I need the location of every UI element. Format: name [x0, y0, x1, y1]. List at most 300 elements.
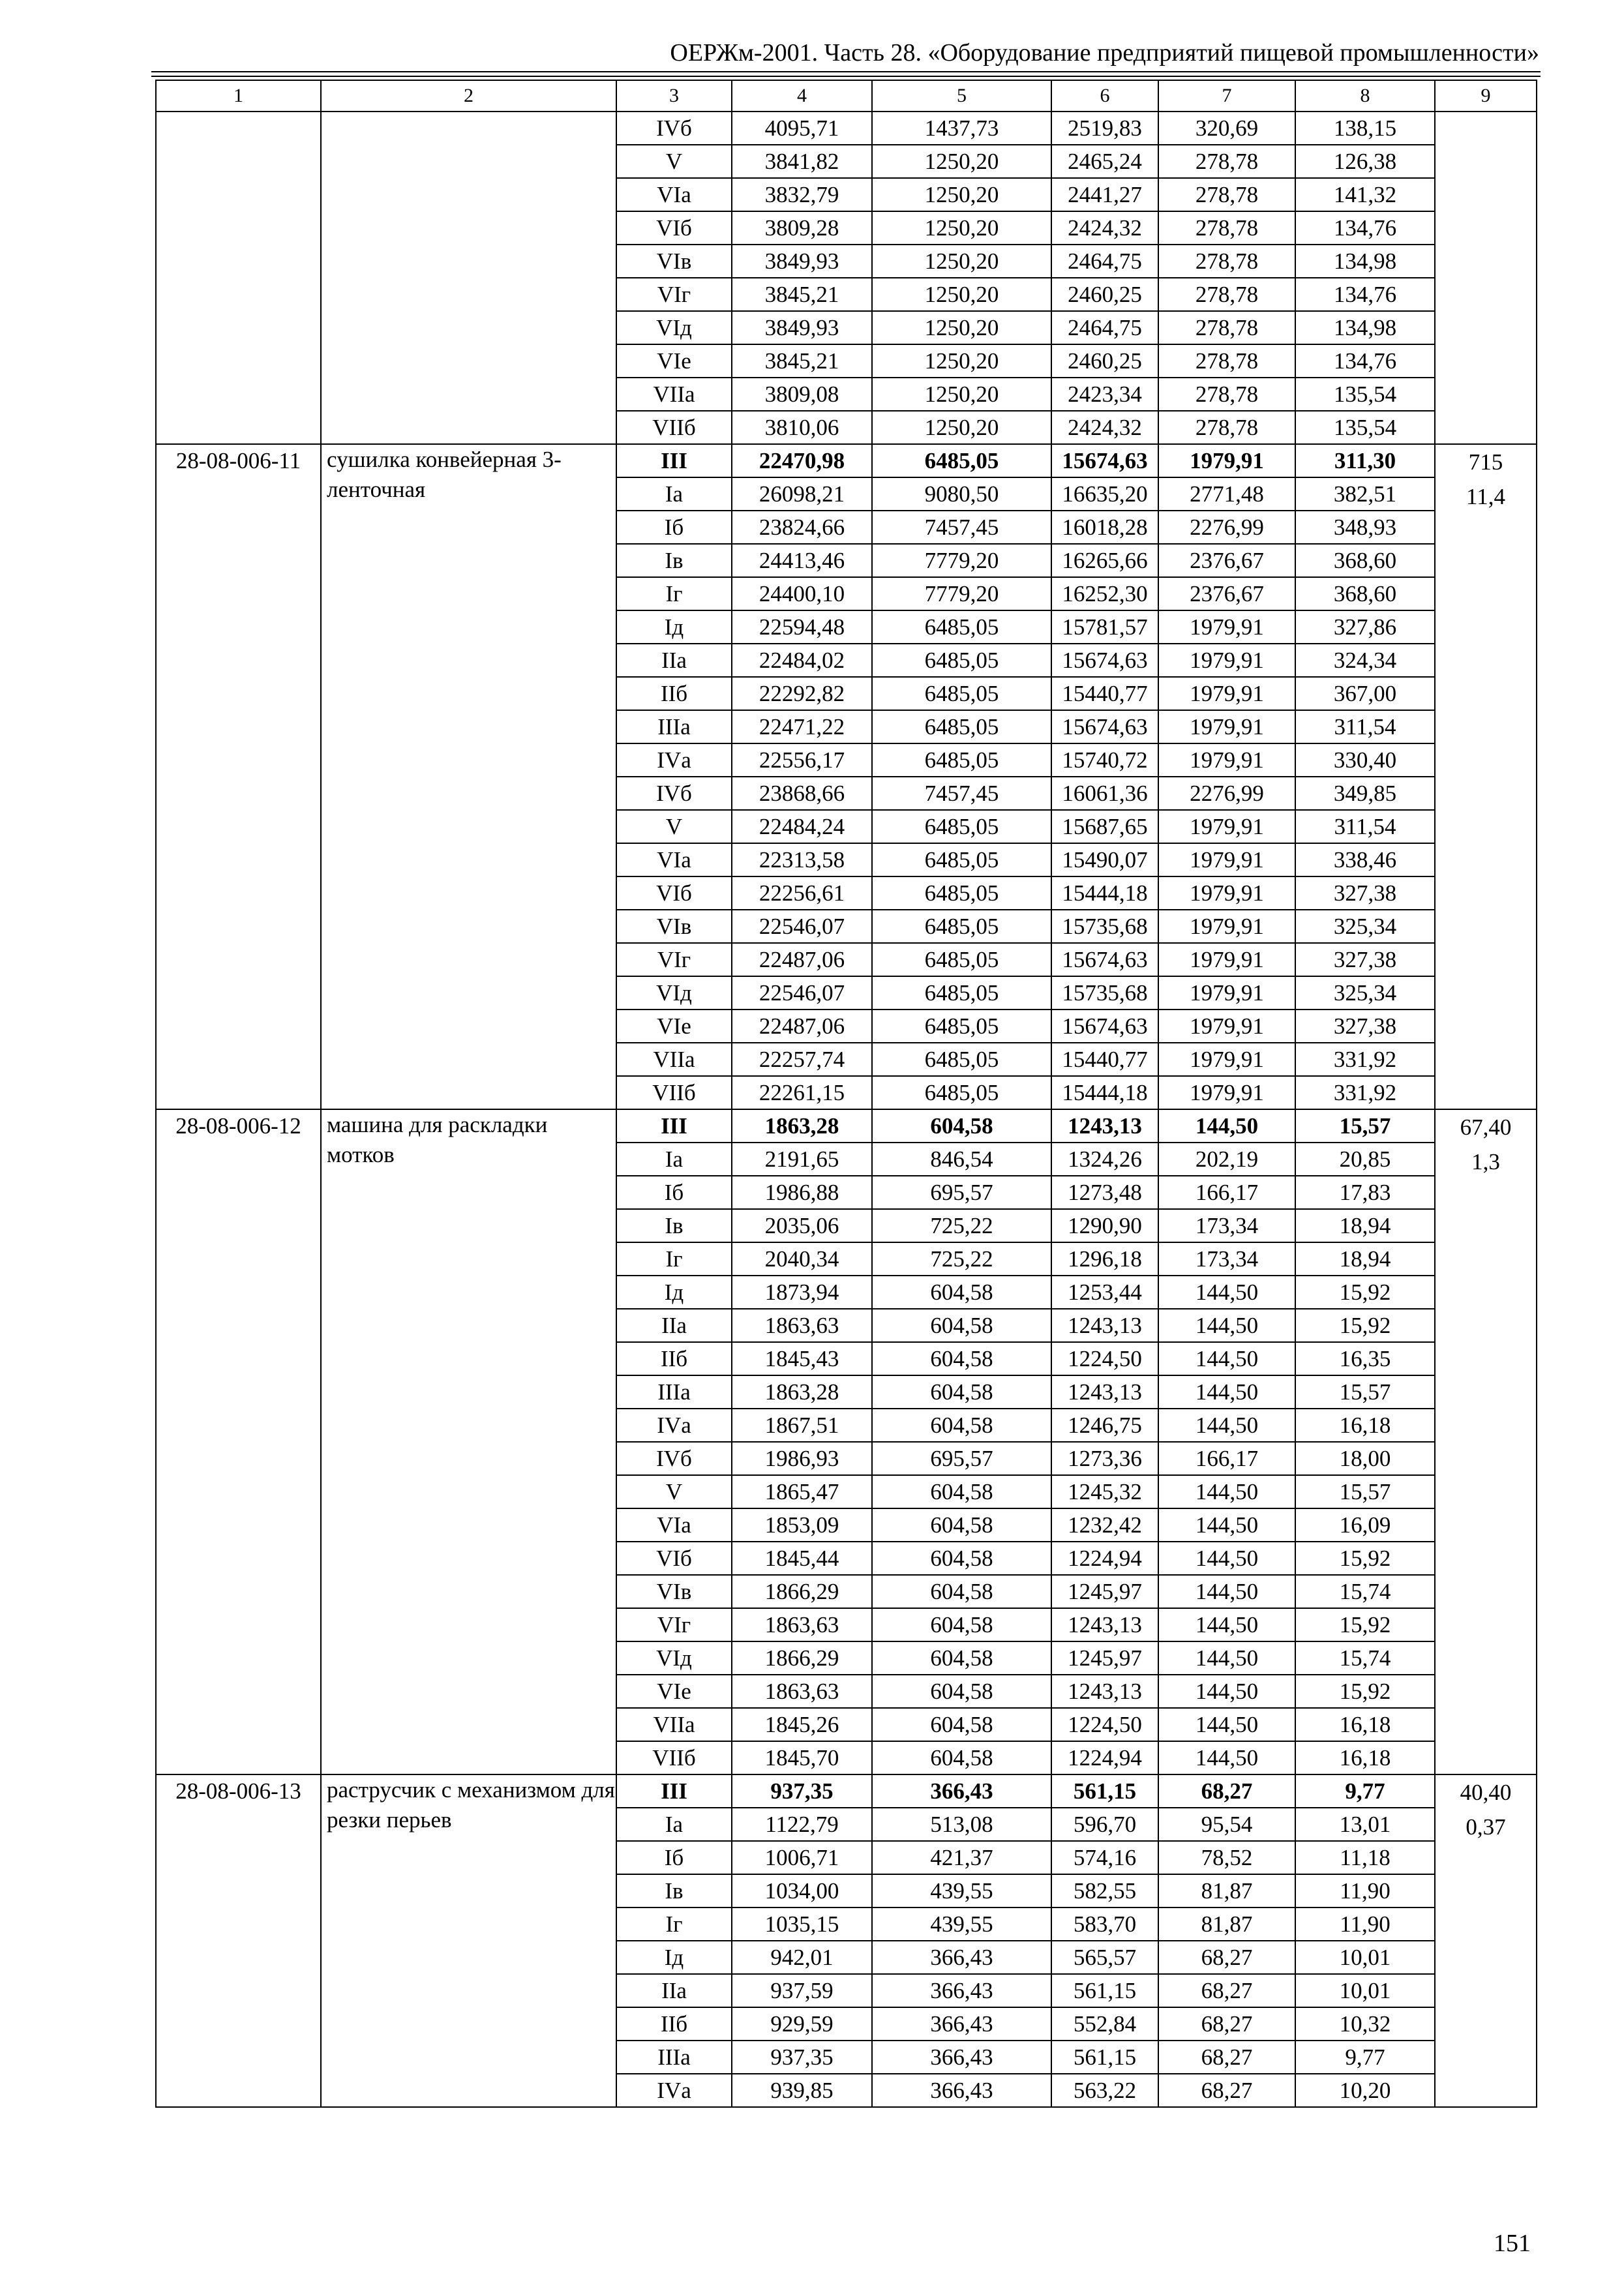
total-cost-cell: 1845,70: [732, 1741, 872, 1774]
total-cost-cell: 1863,28: [732, 1109, 872, 1143]
operator-wages-cell: 144,50: [1158, 1575, 1295, 1608]
materials-cell: 10,01: [1295, 1941, 1435, 1974]
region-zone-cell: Iа: [616, 1143, 732, 1176]
operator-wages-cell: 68,27: [1158, 2074, 1295, 2107]
operator-wages-cell: 202,19: [1158, 1143, 1295, 1176]
materials-cell: 138,15: [1295, 112, 1435, 145]
region-zone-cell: Iг: [616, 577, 732, 610]
total-cost-cell: 3849,93: [732, 311, 872, 344]
materials-cell: 349,85: [1295, 777, 1435, 810]
wages-cell: 604,58: [872, 1741, 1051, 1774]
code-cell-continued: [156, 112, 321, 444]
wages-cell: 6485,05: [872, 910, 1051, 943]
materials-cell: 15,57: [1295, 1475, 1435, 1508]
total-cost-cell: 22471,22: [732, 710, 872, 743]
total-cost-cell: 3832,79: [732, 178, 872, 211]
operator-wages-cell: 144,50: [1158, 1342, 1295, 1375]
wages-cell: 604,58: [872, 1508, 1051, 1542]
operator-wages-cell: 166,17: [1158, 1442, 1295, 1475]
machine-operation-cell: 1224,94: [1051, 1741, 1158, 1774]
region-zone-cell: VIг: [616, 943, 732, 976]
total-cost-cell: 1845,43: [732, 1342, 872, 1375]
wages-cell: 439,55: [872, 1908, 1051, 1941]
region-zone-cell: IIIа: [616, 710, 732, 743]
region-zone-cell: III: [616, 1109, 732, 1143]
materials-cell: 327,86: [1295, 610, 1435, 644]
total-cost-cell: 929,59: [732, 2007, 872, 2041]
rate-code-cell: 28-08-006-13: [156, 1774, 321, 2107]
total-cost-cell: 1006,71: [732, 1841, 872, 1874]
wages-cell: 604,58: [872, 1109, 1051, 1143]
wages-cell: 366,43: [872, 2007, 1051, 2041]
machine-operation-cell: 582,55: [1051, 1874, 1158, 1908]
machine-operation-cell: 2423,34: [1051, 378, 1158, 411]
region-zone-cell: III: [616, 444, 732, 477]
total-cost-cell: 22257,74: [732, 1043, 872, 1076]
region-zone-cell: VIв: [616, 910, 732, 943]
materials-cell: 324,34: [1295, 644, 1435, 677]
materials-cell: 15,92: [1295, 1542, 1435, 1575]
machine-operation-cell: 1243,13: [1051, 1375, 1158, 1409]
total-cost-cell: 23868,66: [732, 777, 872, 810]
total-cost-cell: 22470,98: [732, 444, 872, 477]
wages-cell: 7779,20: [872, 577, 1051, 610]
operator-wages-cell: 166,17: [1158, 1176, 1295, 1209]
total-cost-cell: 22487,06: [732, 943, 872, 976]
machine-operation-cell: 1243,13: [1051, 1608, 1158, 1641]
materials-cell: 11,90: [1295, 1908, 1435, 1941]
total-cost-cell: 3841,82: [732, 145, 872, 178]
total-cost-cell: 4095,71: [732, 112, 872, 145]
operator-wages-cell: 144,50: [1158, 1641, 1295, 1675]
total-cost-cell: 937,35: [732, 1774, 872, 1808]
region-zone-cell: VIа: [616, 843, 732, 876]
materials-cell: 17,83: [1295, 1176, 1435, 1209]
wages-cell: 7779,20: [872, 544, 1051, 577]
machine-operation-cell: 1296,18: [1051, 1242, 1158, 1276]
materials-cell: 327,38: [1295, 876, 1435, 910]
name-cell-continued: [321, 112, 616, 444]
table-row-base: [156, 444, 1537, 477]
machine-operation-cell: 15735,68: [1051, 976, 1158, 1010]
operator-wages-cell: 2276,99: [1158, 777, 1295, 810]
wages-cell: 1250,20: [872, 178, 1051, 211]
materials-cell: 311,54: [1295, 710, 1435, 743]
wages-cell: 1250,20: [872, 411, 1051, 444]
total-cost-cell: 22546,07: [732, 910, 872, 943]
column-number: 1: [156, 80, 321, 112]
operator-wages-cell: 144,50: [1158, 1109, 1295, 1143]
materials-cell: 9,77: [1295, 2041, 1435, 2074]
column-number: 7: [1158, 80, 1295, 112]
wages-cell: 7457,45: [872, 511, 1051, 544]
operator-wages-cell: 1979,91: [1158, 444, 1295, 477]
wages-cell: 604,58: [872, 1276, 1051, 1309]
materials-cell: 16,18: [1295, 1708, 1435, 1741]
total-cost-cell: 1865,47: [732, 1475, 872, 1508]
wages-cell: 1250,20: [872, 245, 1051, 278]
region-zone-cell: V: [616, 145, 732, 178]
total-cost-cell: 2035,06: [732, 1209, 872, 1242]
region-zone-cell: IIIа: [616, 2041, 732, 2074]
operator-wages-cell: 144,50: [1158, 1741, 1295, 1774]
region-zone-cell: IVа: [616, 1409, 732, 1442]
total-cost-cell: 3845,21: [732, 344, 872, 378]
total-cost-cell: 1863,28: [732, 1375, 872, 1409]
machine-operation-cell: 565,57: [1051, 1941, 1158, 1974]
machine-operation-cell: 2460,25: [1051, 278, 1158, 311]
labour-hours-value: 11,4: [1466, 484, 1505, 509]
materials-cell: 134,98: [1295, 245, 1435, 278]
region-zone-cell: Iд: [616, 1941, 732, 1974]
operator-wages-cell: 1979,91: [1158, 1043, 1295, 1076]
region-zone-cell: Iб: [616, 1176, 732, 1209]
table-row-base: [156, 1109, 1537, 1143]
labour-hours-value: 0,37: [1466, 1814, 1506, 1840]
equipment-name-cell: сушилка конвейерная 3-ленточная: [321, 444, 616, 1109]
materials-cell: 18,94: [1295, 1242, 1435, 1276]
total-cost-cell: 3845,21: [732, 278, 872, 311]
region-zone-cell: VIв: [616, 245, 732, 278]
machine-operation-cell: 15440,77: [1051, 677, 1158, 710]
column-number: 2: [321, 80, 616, 112]
machine-operation-cell: 15740,72: [1051, 743, 1158, 777]
region-zone-cell: IIб: [616, 2007, 732, 2041]
machine-operation-cell: 15674,63: [1051, 1010, 1158, 1043]
total-cost-cell: 937,59: [732, 1974, 872, 2007]
region-zone-cell: VIд: [616, 976, 732, 1010]
labour-cost-value: 715: [1468, 449, 1503, 475]
materials-cell: 134,76: [1295, 344, 1435, 378]
operator-wages-cell: 278,78: [1158, 178, 1295, 211]
region-zone-cell: III: [616, 1774, 732, 1808]
materials-cell: 16,18: [1295, 1741, 1435, 1774]
wages-cell: 604,58: [872, 1409, 1051, 1442]
materials-cell: 10,32: [1295, 2007, 1435, 2041]
region-zone-cell: VIе: [616, 1675, 732, 1708]
machine-operation-cell: 1243,13: [1051, 1675, 1158, 1708]
region-zone-cell: Iг: [616, 1908, 732, 1941]
region-zone-cell: Iд: [616, 610, 732, 644]
region-zone-cell: Iв: [616, 544, 732, 577]
wages-cell: 421,37: [872, 1841, 1051, 1874]
region-zone-cell: IIб: [616, 1342, 732, 1375]
machine-operation-cell: 15444,18: [1051, 876, 1158, 910]
operator-wages-cell: 320,69: [1158, 112, 1295, 145]
machine-operation-cell: 2465,24: [1051, 145, 1158, 178]
wages-cell: 604,58: [872, 1475, 1051, 1508]
machine-operation-cell: 561,15: [1051, 1774, 1158, 1808]
total-cost-cell: 1034,00: [732, 1874, 872, 1908]
wages-cell: 604,58: [872, 1309, 1051, 1342]
wages-cell: 439,55: [872, 1874, 1051, 1908]
total-cost-cell: 23824,66: [732, 511, 872, 544]
machine-operation-cell: 1243,13: [1051, 1109, 1158, 1143]
machine-operation-cell: 16635,20: [1051, 477, 1158, 511]
page-header-title: ОЕРЖм-2001. Часть 28. «Оборудование предприятий пищевой промышленности»: [670, 39, 1539, 67]
operator-wages-cell: 78,52: [1158, 1841, 1295, 1874]
wages-cell: 604,58: [872, 1708, 1051, 1741]
header-rule-second: [151, 76, 1541, 77]
total-cost-cell: 1986,88: [732, 1176, 872, 1209]
wages-cell: 695,57: [872, 1442, 1051, 1475]
materials-cell: 327,38: [1295, 1010, 1435, 1043]
machine-operation-cell: 2424,32: [1051, 411, 1158, 444]
region-zone-cell: VIе: [616, 1010, 732, 1043]
region-zone-cell: VIв: [616, 1575, 732, 1608]
operator-wages-cell: 144,50: [1158, 1375, 1295, 1409]
rate-code-cell: 28-08-006-11: [156, 444, 321, 1109]
region-zone-cell: Iв: [616, 1209, 732, 1242]
materials-cell: 331,92: [1295, 1043, 1435, 1076]
column-number: 8: [1295, 80, 1435, 112]
wages-cell: 725,22: [872, 1209, 1051, 1242]
operator-wages-cell: 2771,48: [1158, 477, 1295, 511]
total-cost-cell: 1866,29: [732, 1575, 872, 1608]
machine-operation-cell: 15687,65: [1051, 810, 1158, 843]
wages-cell: 604,58: [872, 1342, 1051, 1375]
wages-cell: 7457,45: [872, 777, 1051, 810]
operator-wages-cell: 95,54: [1158, 1808, 1295, 1841]
materials-cell: 311,30: [1295, 444, 1435, 477]
region-zone-cell: VIб: [616, 876, 732, 910]
operator-wages-cell: 1979,91: [1158, 1076, 1295, 1109]
wages-cell: 1250,20: [872, 211, 1051, 245]
operator-wages-cell: 278,78: [1158, 245, 1295, 278]
wages-cell: 604,58: [872, 1575, 1051, 1608]
materials-cell: 141,32: [1295, 178, 1435, 211]
machine-operation-cell: 1253,44: [1051, 1276, 1158, 1309]
operator-wages-cell: 144,50: [1158, 1708, 1295, 1741]
operator-wages-cell: 144,50: [1158, 1508, 1295, 1542]
page-number: 151: [1494, 2230, 1531, 2257]
region-zone-cell: Iг: [616, 1242, 732, 1276]
region-zone-cell: Iв: [616, 1874, 732, 1908]
operator-wages-cell: 1979,91: [1158, 677, 1295, 710]
machine-operation-cell: 2519,83: [1051, 112, 1158, 145]
wages-cell: 604,58: [872, 1641, 1051, 1675]
operator-wages-cell: 68,27: [1158, 2041, 1295, 2074]
materials-cell: 134,76: [1295, 211, 1435, 245]
wages-cell: 6485,05: [872, 1076, 1051, 1109]
materials-cell: 15,92: [1295, 1675, 1435, 1708]
region-zone-cell: VIе: [616, 344, 732, 378]
operator-wages-cell: 144,50: [1158, 1276, 1295, 1309]
operator-wages-cell: 68,27: [1158, 1941, 1295, 1974]
materials-cell: 135,54: [1295, 378, 1435, 411]
machine-operation-cell: 1224,50: [1051, 1708, 1158, 1741]
operator-wages-cell: 81,87: [1158, 1908, 1295, 1941]
total-cost-cell: 2040,34: [732, 1242, 872, 1276]
wages-cell: 1250,20: [872, 378, 1051, 411]
labour-cost-value: 40,40: [1460, 1780, 1512, 1805]
wages-cell: 366,43: [872, 2074, 1051, 2107]
total-cost-cell: 3810,06: [732, 411, 872, 444]
region-zone-cell: IIб: [616, 677, 732, 710]
operator-wages-cell: 278,78: [1158, 411, 1295, 444]
operator-wages-cell: 2376,67: [1158, 577, 1295, 610]
materials-cell: 15,74: [1295, 1641, 1435, 1675]
materials-cell: 134,98: [1295, 311, 1435, 344]
machine-operation-cell: 16018,28: [1051, 511, 1158, 544]
total-cost-cell: 26098,21: [732, 477, 872, 511]
total-cost-cell: 939,85: [732, 2074, 872, 2107]
wages-cell: 9080,50: [872, 477, 1051, 511]
total-cost-cell: 2191,65: [732, 1143, 872, 1176]
machine-operation-cell: 574,16: [1051, 1841, 1158, 1874]
region-zone-cell: Iб: [616, 1841, 732, 1874]
wages-cell: 1250,20: [872, 344, 1051, 378]
materials-cell: 135,54: [1295, 411, 1435, 444]
machine-operation-cell: 583,70: [1051, 1908, 1158, 1941]
materials-cell: 11,18: [1295, 1841, 1435, 1874]
region-zone-cell: IVа: [616, 2074, 732, 2107]
operator-wages-cell: 278,78: [1158, 344, 1295, 378]
wages-cell: 6485,05: [872, 677, 1051, 710]
labour-cell: [1435, 444, 1537, 1109]
region-zone-cell: Iа: [616, 477, 732, 511]
materials-cell: 16,18: [1295, 1409, 1435, 1442]
machine-operation-cell: 1273,48: [1051, 1176, 1158, 1209]
region-zone-cell: VIб: [616, 1542, 732, 1575]
operator-wages-cell: 278,78: [1158, 311, 1295, 344]
operator-wages-cell: 278,78: [1158, 145, 1295, 178]
region-zone-cell: Iб: [616, 511, 732, 544]
operator-wages-cell: 173,34: [1158, 1209, 1295, 1242]
column-number: 3: [616, 80, 732, 112]
total-cost-cell: 1035,15: [732, 1908, 872, 1941]
wages-cell: 366,43: [872, 2041, 1051, 2074]
materials-cell: 327,38: [1295, 943, 1435, 976]
machine-operation-cell: 561,15: [1051, 1974, 1158, 2007]
machine-operation-cell: 1243,13: [1051, 1309, 1158, 1342]
operator-wages-cell: 1979,91: [1158, 976, 1295, 1010]
materials-cell: 9,77: [1295, 1774, 1435, 1808]
region-zone-cell: IVб: [616, 112, 732, 145]
region-zone-cell: VIа: [616, 1508, 732, 1542]
wages-cell: 6485,05: [872, 810, 1051, 843]
materials-cell: 15,92: [1295, 1309, 1435, 1342]
materials-cell: 134,76: [1295, 278, 1435, 311]
region-zone-cell: VIIа: [616, 378, 732, 411]
total-cost-cell: 22594,48: [732, 610, 872, 644]
materials-cell: 15,74: [1295, 1575, 1435, 1608]
operator-wages-cell: 278,78: [1158, 278, 1295, 311]
labour-cost-value: 67,40: [1460, 1115, 1512, 1140]
total-cost-cell: 24400,10: [732, 577, 872, 610]
wages-cell: 1250,20: [872, 311, 1051, 344]
operator-wages-cell: 144,50: [1158, 1675, 1295, 1708]
machine-operation-cell: 15674,63: [1051, 444, 1158, 477]
total-cost-cell: 937,35: [732, 2041, 872, 2074]
operator-wages-cell: 144,50: [1158, 1608, 1295, 1641]
machine-operation-cell: 1245,97: [1051, 1641, 1158, 1675]
wages-cell: 1250,20: [872, 278, 1051, 311]
labour-cell-continued: [1435, 112, 1537, 444]
machine-operation-cell: 1224,94: [1051, 1542, 1158, 1575]
materials-cell: 13,01: [1295, 1808, 1435, 1841]
machine-operation-cell: 561,15: [1051, 2041, 1158, 2074]
operator-wages-cell: 1979,91: [1158, 810, 1295, 843]
machine-operation-cell: 1324,26: [1051, 1143, 1158, 1176]
total-cost-cell: 22256,61: [732, 876, 872, 910]
wages-cell: 6485,05: [872, 710, 1051, 743]
region-zone-cell: VIд: [616, 1641, 732, 1675]
wages-cell: 604,58: [872, 1608, 1051, 1641]
materials-cell: 330,40: [1295, 743, 1435, 777]
column-number: 9: [1435, 80, 1537, 112]
machine-operation-cell: 1245,97: [1051, 1575, 1158, 1608]
machine-operation-cell: 1245,32: [1051, 1475, 1158, 1508]
wages-cell: 6485,05: [872, 1043, 1051, 1076]
region-zone-cell: VIIа: [616, 1708, 732, 1741]
total-cost-cell: 1866,29: [732, 1641, 872, 1675]
total-cost-cell: 22487,06: [732, 1010, 872, 1043]
total-cost-cell: 1853,09: [732, 1508, 872, 1542]
region-zone-cell: IVб: [616, 1442, 732, 1475]
machine-operation-cell: 15490,07: [1051, 843, 1158, 876]
materials-cell: 20,85: [1295, 1143, 1435, 1176]
wages-cell: 6485,05: [872, 444, 1051, 477]
operator-wages-cell: 144,50: [1158, 1309, 1295, 1342]
total-cost-cell: 22556,17: [732, 743, 872, 777]
region-zone-cell: VIIб: [616, 411, 732, 444]
machine-operation-cell: 15674,63: [1051, 943, 1158, 976]
table-body: [156, 80, 1537, 2107]
operator-wages-cell: 1979,91: [1158, 610, 1295, 644]
machine-operation-cell: 15674,63: [1051, 710, 1158, 743]
machine-operation-cell: 2424,32: [1051, 211, 1158, 245]
region-zone-cell: IIIа: [616, 1375, 732, 1409]
materials-cell: 348,93: [1295, 511, 1435, 544]
machine-operation-cell: 15735,68: [1051, 910, 1158, 943]
equipment-name-cell: раструсчик с механизмом для резки перьев: [321, 1774, 616, 2107]
wages-cell: 366,43: [872, 1941, 1051, 1974]
materials-cell: 126,38: [1295, 145, 1435, 178]
wages-cell: 513,08: [872, 1808, 1051, 1841]
region-zone-cell: VIа: [616, 178, 732, 211]
total-cost-cell: 1873,94: [732, 1276, 872, 1309]
wages-cell: 846,54: [872, 1143, 1051, 1176]
region-zone-cell: IVа: [616, 743, 732, 777]
table-row-base: [156, 1774, 1537, 1808]
machine-operation-cell: 16265,66: [1051, 544, 1158, 577]
materials-cell: 325,34: [1295, 910, 1435, 943]
operator-wages-cell: 1979,91: [1158, 710, 1295, 743]
machine-operation-cell: 15674,63: [1051, 644, 1158, 677]
materials-cell: 15,92: [1295, 1608, 1435, 1641]
operator-wages-cell: 278,78: [1158, 378, 1295, 411]
machine-operation-cell: 15440,77: [1051, 1043, 1158, 1076]
materials-cell: 10,01: [1295, 1974, 1435, 2007]
wages-cell: 6485,05: [872, 943, 1051, 976]
materials-cell: 15,57: [1295, 1109, 1435, 1143]
machine-operation-cell: 2441,27: [1051, 178, 1158, 211]
machine-operation-cell: 1224,50: [1051, 1342, 1158, 1375]
rate-code-cell: 28-08-006-12: [156, 1109, 321, 1774]
column-number: 6: [1051, 80, 1158, 112]
region-zone-cell: VIб: [616, 211, 732, 245]
region-zone-cell: VIд: [616, 311, 732, 344]
materials-cell: 331,92: [1295, 1076, 1435, 1109]
region-zone-cell: V: [616, 810, 732, 843]
region-zone-cell: IIа: [616, 1309, 732, 1342]
wages-cell: 6485,05: [872, 743, 1051, 777]
total-cost-cell: 942,01: [732, 1941, 872, 1974]
machine-operation-cell: 1246,75: [1051, 1409, 1158, 1442]
machine-operation-cell: 596,70: [1051, 1808, 1158, 1841]
column-number-row: [156, 80, 1537, 112]
